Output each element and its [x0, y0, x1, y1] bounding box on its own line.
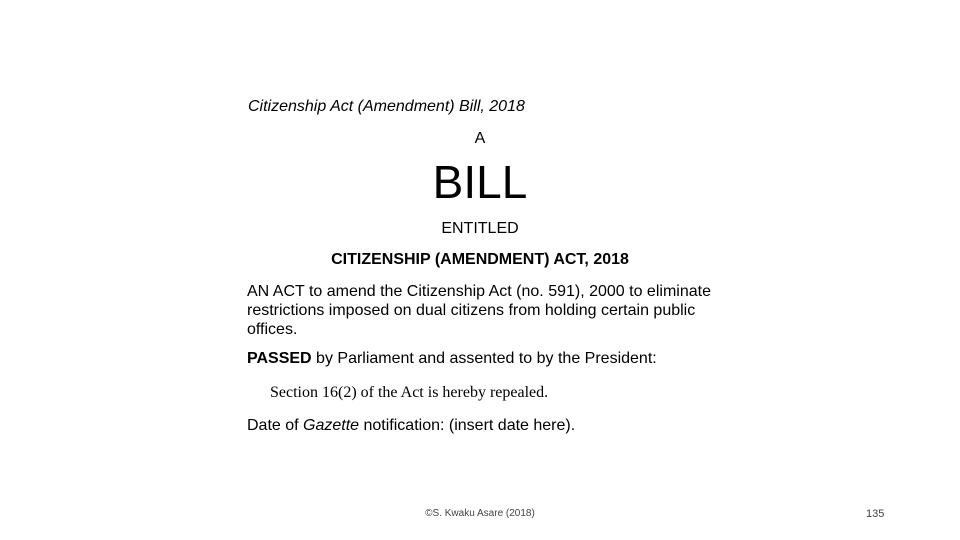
gazette-suffix: notification: (insert date here). [359, 417, 576, 434]
act-name: CITIZENSHIP (AMENDMENT) ACT, 2018 [331, 251, 629, 268]
enacting-clause [247, 350, 657, 368]
page-number: 135 [866, 508, 885, 520]
enacting-rest: by Parliament and assented to by the President: [311, 350, 657, 367]
gazette-line [247, 417, 575, 435]
bill-header: Citizenship Act (Amendment) Bill, 2018 [248, 98, 525, 115]
bill-title: BILL [432, 156, 528, 208]
passed-word: PASSED [247, 350, 312, 367]
long-title: AN ACT to amend the Citizenship Act (no. 591), 2000 to eliminate restrictions imposed on dual citizens from holding certain public offices. [247, 283, 711, 338]
gazette-prefix: Date of [247, 417, 304, 434]
article-a: A [474, 130, 486, 147]
entitled-label: ENTITLED [441, 220, 519, 237]
section-text: Section 16(2) of the Act is hereby repealed. [270, 384, 549, 401]
gazette-italic: Gazette [303, 417, 360, 434]
footer-credit: ©S. Kwaku Asare (2018) [425, 508, 535, 519]
